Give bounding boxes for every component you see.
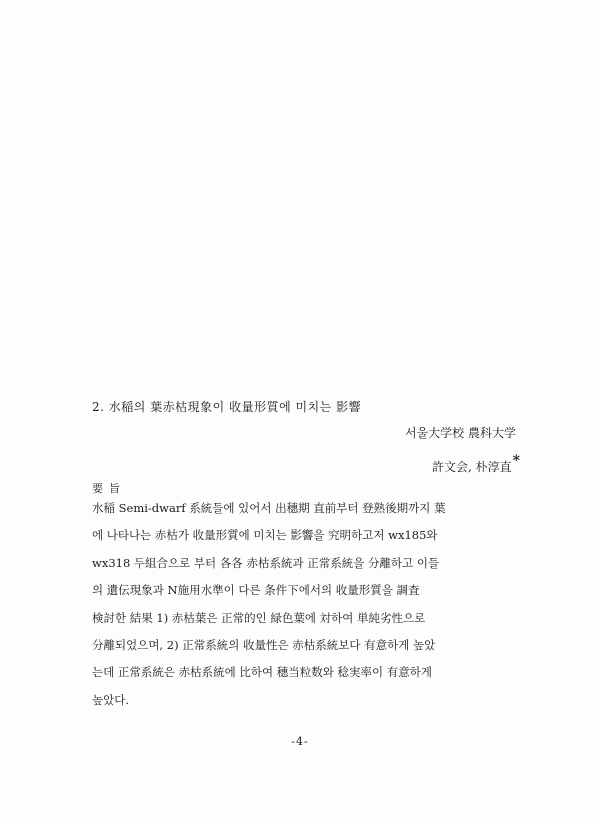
paper-title: 2. 水稲의 葉赤枯現象이 收量形質에 미치는 影響: [92, 400, 362, 414]
corresponding-author-mark: *: [512, 453, 520, 469]
abstract-line: 分離되었으며, 2) 正常系統의 收量性은 赤枯系統보다 有意하게 높았: [92, 638, 436, 652]
author-names: 許文会, 朴淳直: [432, 460, 512, 474]
abstract-line: 의 遺伝現象과 N施用水準이 다른 条件下에서의 收量形質을 調査: [92, 583, 420, 597]
affiliation: 서울大学校 農科大学: [405, 426, 516, 440]
abstract-line: 水稲 Semi-dwarf 系統들에 있어서 出穗期 直前부터 登熟後期까지 葉: [92, 501, 446, 515]
abstract-line: 検討한 結果 1) 赤枯葉은 正常的인 緑色葉에 対하여 単純劣性으로: [92, 611, 426, 625]
abstract-line: 높았다.: [92, 693, 129, 707]
abstract-line: wx318 두組合으로 부터 各各 赤枯系統과 正常系統을 分離하고 이들: [92, 556, 440, 570]
abstract-heading: 要旨: [92, 482, 126, 495]
page-number: -4-: [291, 735, 309, 748]
abstract-line: 에 나타나는 赤枯가 收量形質에 미치는 影響을 究明하고저 wx185와: [92, 528, 438, 542]
abstract-line: 는데 正常系統은 赤枯系統에 比하여 穗当粒数와 稔実率이 有意하게: [92, 665, 433, 679]
authors: [432, 453, 520, 475]
